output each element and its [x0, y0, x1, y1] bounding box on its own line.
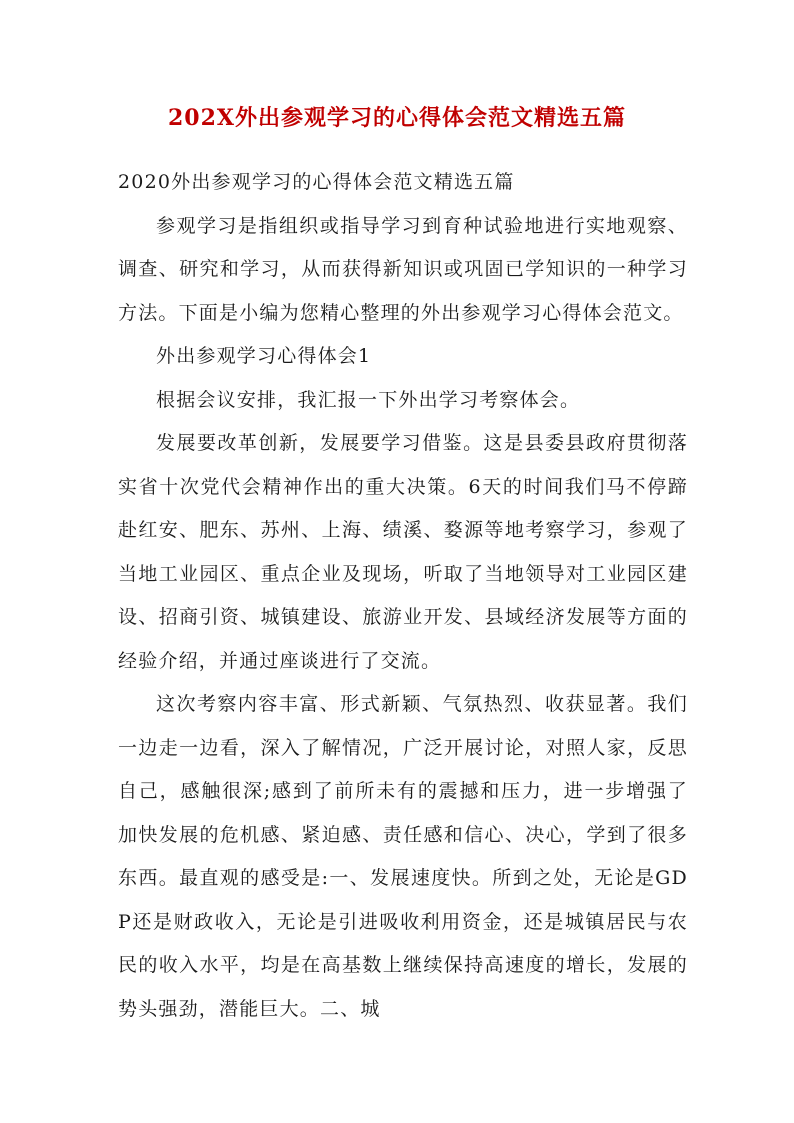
paragraph-report: 根据会议安排，我汇报一下外出学习考察体会。 [156, 388, 581, 411]
document-body [118, 161, 688, 1031]
paragraph-intro: 参观学习是指组织或指导学习到育种试验地进行实地观察、调查、研究和学习，从而获得新知识或巩固已学知识的一种学习方法。下面是小编为您精心整理的外出参观学习心得体会范文。 [118, 214, 688, 324]
section-heading: 外出参观学习心得体会1 [156, 345, 372, 367]
document-subtitle: 2020外出参观学习的心得体会范文精选五篇 [118, 171, 515, 193]
paragraph-development: 发展要改革创新，发展要学习借鉴。这是县委县政府贯彻落实省十次党代会精神作出的重大决策。6天的时间我们马不停蹄赴红安、肥东、苏州、上海、绩溪、婺源等地考察学习，参观了当地工业园区、重点企业及现场，听取了当地领导对工业园区建设、招商引资、城镇建设、旅游业开发、县域经济发展等方面的经验介绍，并通过座谈进行了交流。 [118, 432, 688, 672]
paragraph-inspection: 这次考察内容丰富、形式新颖、气氛热烈、收获显著。我们一边走一边看，深入了解情况，广泛开展讨论，对照人家，反思自己，感触很深;感到了前所未有的震撼和压力，进一步增强了加快发展的危机感、紧迫感、责任感和信心、决心，学到了很多东西。最直观的感受是:一、发展速度快。所到之处，无论是GDP还是财政收入，无论是引进吸收利用资金，还是城镇居民与农民的收入水平，均是在高基数上继续保持高速度的增长，发展的势头强劲，潜能巨大。二、城 [118, 693, 688, 1020]
document-title: 202X外出参观学习的心得体会范文精选五篇 [168, 105, 626, 131]
